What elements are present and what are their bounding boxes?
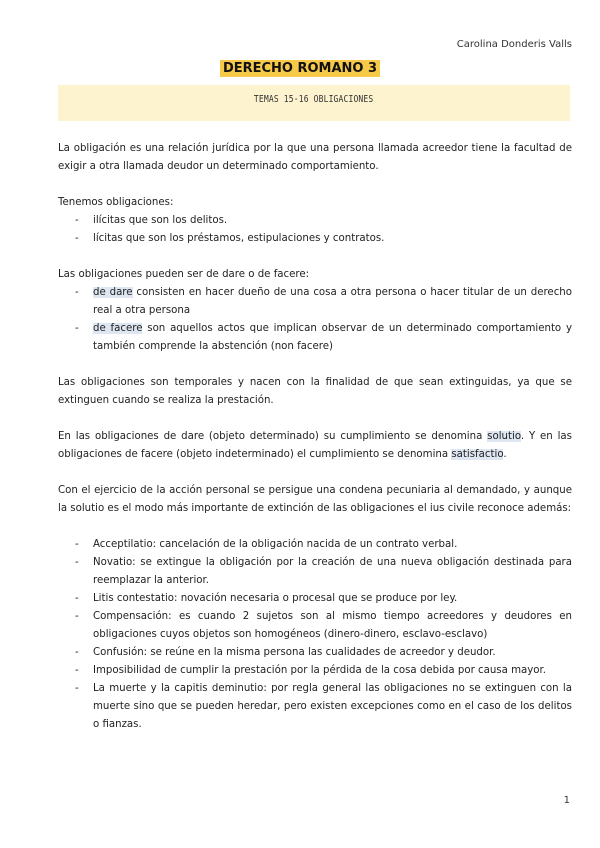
list-item: - de dare consisten en hacer dueño de una cosa a otra persona o hacer titular de un derecho real a otra persona [75, 287, 572, 316]
dare-facere-list [58, 284, 572, 356]
document-body [58, 140, 572, 734]
cumplimiento-paragraph: En las obligaciones de dare (objeto determinado) su cumplimiento se denomina solutio. Y en las obligaciones de facere (objeto indeterminado) el cumplimiento se denomina satisfactio. [58, 431, 572, 460]
extincion-intro: Con el ejercicio de la acción personal se persigue una condena pecuniaria al demandado, y aunque la solutio es el modo más importante de extinción de las obligaciones el ius civile reconoce además: [58, 485, 572, 514]
dare-term: de dare [93, 287, 133, 298]
satisfactio-term: satisfactio [451, 449, 504, 460]
facere-term: de facere [93, 323, 143, 334]
list-item: - Litis contestatio: novación necesaria o procesal que se produce por ley. [75, 593, 458, 604]
types-heading: Tenemos obligaciones: [58, 197, 174, 208]
temporal-paragraph: Las obligaciones son temporales y nacen con la finalidad de que sean extinguidas, ya que se extinguen cuando se realiza la prestación. [58, 377, 572, 406]
author-name: Carolina Donderis Valls [456, 39, 572, 50]
extincion-list [58, 536, 572, 734]
list-item: - La muerte y la capitis deminutio: por regla general las obligaciones no se extinguen con la muerte sino que se pueden heredar, pero existen excepciones como en el caso de los delitos o fianzas. [75, 683, 572, 730]
types-list [58, 212, 572, 248]
list-item: - ilícitas que son los delitos. [75, 215, 228, 226]
page-number: 1 [563, 795, 570, 806]
subtitle-banner [58, 85, 570, 121]
list-item: - Confusión: se reúne en la misma persona las cualidades de acreedor y deudor. [75, 647, 496, 658]
list-item: - Imposibilidad de cumplir la prestación por la pérdida de la cosa debida por causa mayor. [75, 665, 547, 676]
document-title-text: DERECHO ROMANO 3 [220, 60, 380, 77]
dare-facere-heading: Las obligaciones pueden ser de dare o de facere: [58, 269, 310, 280]
list-item: - Compensación: es cuando 2 sujetos son al mismo tiempo acreedores y deudores en obligaciones cuyos objetos son homogéneos (dinero-dinero, esclavo-esclavo) [75, 611, 572, 640]
list-item: - de facere son aquellos actos que implican observar de un determinado comportamiento y también comprende la abstención (non facere) [75, 323, 572, 352]
intro-paragraph: La obligación es una relación jurídica por la que una persona llamada acreedor tiene la facultad de exigir a otra llamada deudor un determinado comportamiento. [58, 143, 572, 172]
subtitle-text: TEMAS 15-16 OBLIGACIONES [254, 94, 374, 105]
list-item: - Acceptilatio: cancelación de la obligación nacida de un contrato verbal. [75, 539, 458, 550]
list-item: - Novatio: se extingue la obligación por la creación de una nueva obligación destinada para reemplazar la anterior. [75, 557, 572, 586]
list-item: - lícitas que son los préstamos, estipulaciones y contratos. [75, 233, 385, 244]
document-title [0, 57, 600, 76]
solutio-term: solutio [487, 431, 521, 442]
